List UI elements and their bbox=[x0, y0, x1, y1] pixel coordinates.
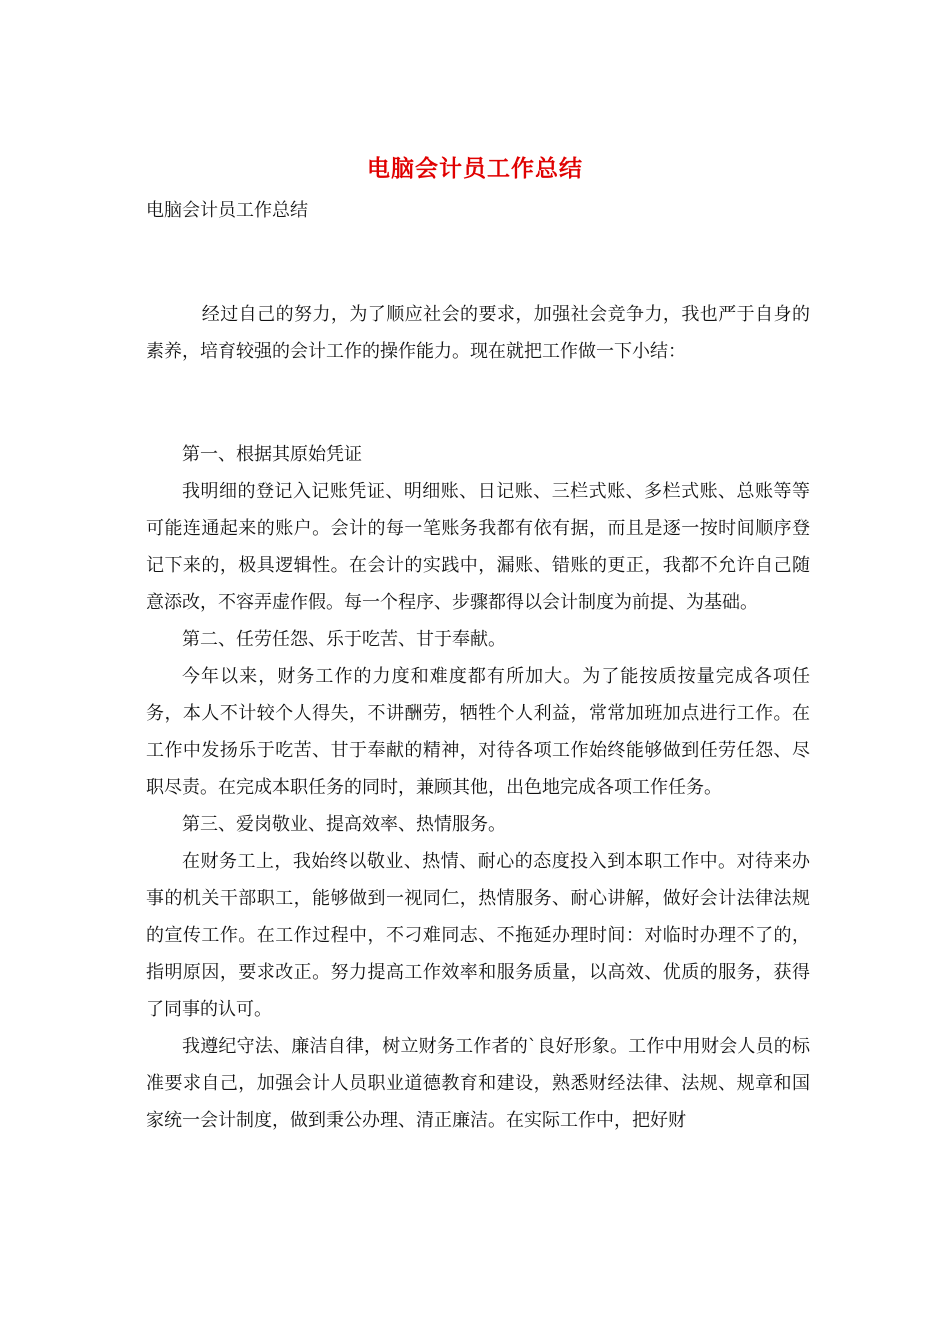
body-paragraph-1: 我明细的登记入记账凭证、明细账、日记账、三栏式账、多栏式账、总账等等可能连通起来的账户。会计的每一笔账务我都有依有据，而且是逐一按时间顺序登记下来的，极具逻辑性。在会计的实践中，漏账、错账的更正，我都不允许自己随意添改，不容弄虚作假。每一个程序、步骤都得以会计制度为前提、为基础。 bbox=[146, 481, 810, 613]
body-paragraph-2: 今年以来，财务工作的力度和难度都有所加大。为了能按质按量完成各项任务，本人不计较个人得失，不讲酬劳，牺牲个人利益，常常加班加点进行工作。在工作中发扬乐于吃苦、甘于奉献的精神，对待各项工作始终能够做到任劳任怨、尽职尽责。在完成本职任务的同时，兼顾其他，出色地完成各项工作任务。 bbox=[146, 666, 810, 798]
body-paragraph-4: 我遵纪守法、廉洁自律，树立财务工作者的`良好形象。工作中用财会人员的标准要求自己，加强会计人员职业道德教育和建设，熟悉财经法律、法规、规章和国家统一会计制度，做到秉公办理、清正廉洁。在实际工作中，把好财 bbox=[146, 1036, 810, 1131]
section-heading-2: 第二、任劳任怨、乐于吃苦、甘于奉献。 bbox=[182, 629, 506, 650]
document-title: 电脑会计员工作总结 bbox=[367, 156, 583, 182]
intro-block bbox=[146, 296, 810, 370]
section-heading-1: 第一、根据其原始凭证 bbox=[182, 444, 362, 465]
section-heading-3: 第三、爱岗敬业、提高效率、热情服务。 bbox=[182, 814, 506, 835]
document-subtitle: 电脑会计员工作总结 bbox=[146, 200, 308, 221]
main-body bbox=[146, 436, 810, 1139]
intro-paragraph: 经过自己的努力，为了顺应社会的要求，加强社会竞争力，我也严于自身的素养，培育较强的会计工作的操作能力。现在就把工作做一下小结： bbox=[146, 304, 810, 362]
body-paragraph-3: 在财务工上，我始终以敬业、热情、耐心的态度投入到本职工作中。对待来办事的机关干部职工，能够做到一视同仁，热情服务、耐心讲解，做好会计法律法规的宣传工作。在工作过程中，不刁难同志、不拖延办理时间：对临时办理不了的，指明原因，要求改正。努力提高工作效率和服务质量，以高效、优质的服务，获得了同事的认可。 bbox=[146, 851, 810, 1020]
